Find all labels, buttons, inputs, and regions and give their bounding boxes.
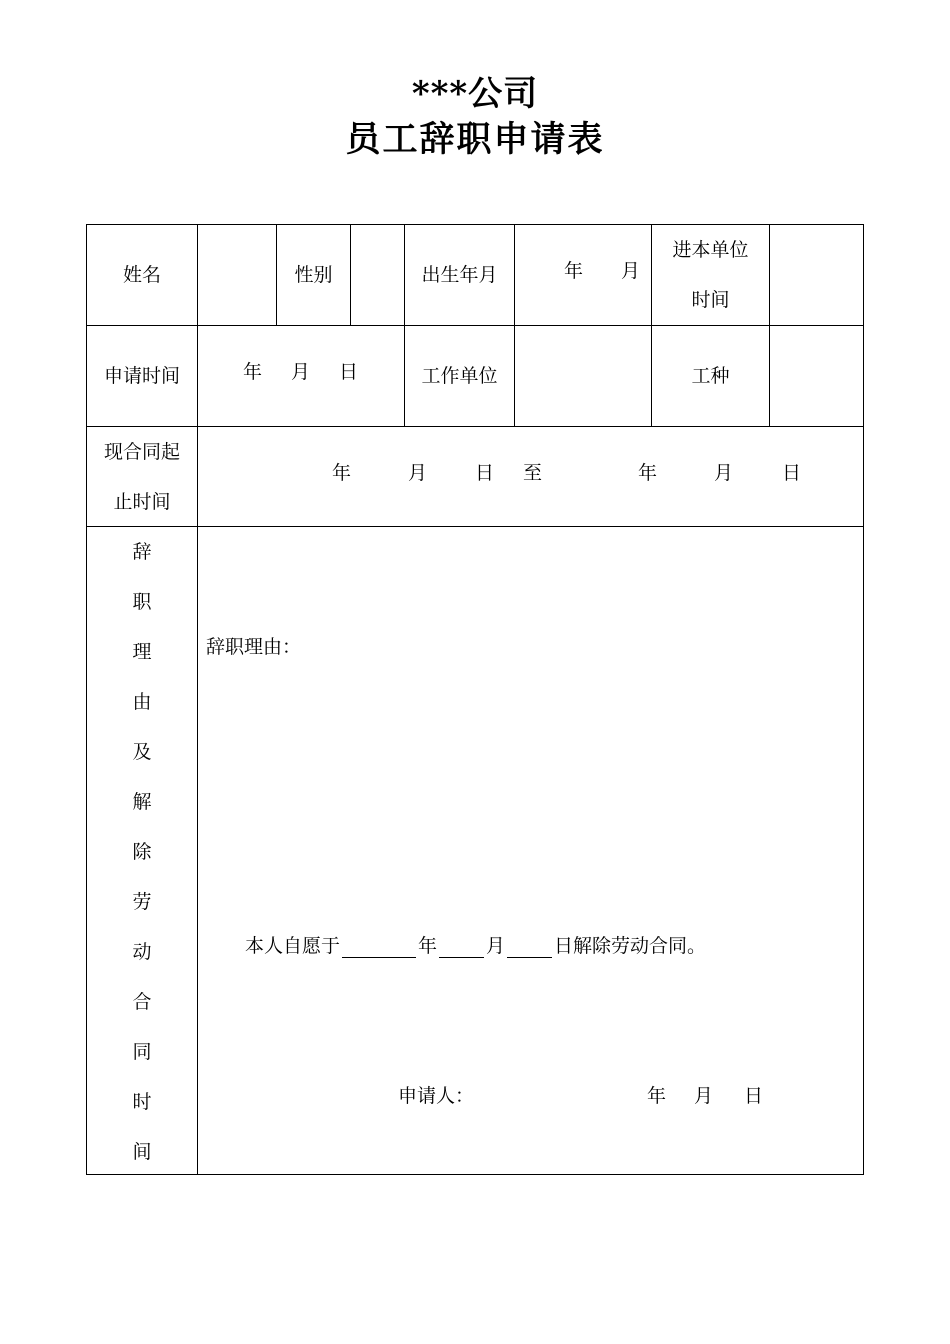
side-label-char: 动 [132,941,152,963]
contract-end-month-unit: 月 [714,462,734,484]
join-date-field[interactable] [770,225,863,325]
side-label-char: 及 [132,741,152,763]
apply-day-unit: 日 [339,361,359,383]
contract-period-label [87,427,197,526]
contract-start-month-unit: 月 [408,462,428,484]
sign-year-unit: 年 [647,1085,667,1107]
join-date-label-line2: 时间 [691,289,730,311]
birth-label: 出生年月 [421,264,498,286]
birth-field[interactable] [515,225,651,325]
gender-field[interactable] [351,225,404,325]
sign-month-unit: 月 [694,1085,714,1107]
resignation-form-table [86,224,864,1175]
resignation-statement [245,934,706,958]
job-type-label: 工种 [691,365,730,387]
side-label-char: 劳 [132,891,152,913]
contract-period-field[interactable] [198,427,863,526]
contract-start-year-unit: 年 [332,462,352,484]
contract-to-label: 至 [523,462,543,484]
form-title: 员工辞职申请表 [345,119,605,160]
side-label-char: 除 [132,841,152,863]
apply-time-field[interactable] [198,326,404,426]
reason-label: 辞职理由： [206,636,302,658]
contract-end-day-unit: 日 [782,462,802,484]
statement-month-blank[interactable] [439,935,484,958]
side-label-char: 理 [132,641,152,663]
sign-day-unit: 日 [744,1085,764,1107]
name-label: 姓名 [122,264,161,286]
side-label-char: 合 [132,991,152,1013]
statement-prefix: 本人自愿于 [245,935,341,957]
statement-suffix: 日解除劳动合同。 [554,935,707,957]
resignation-section-label [87,527,197,1177]
contract-start-day-unit: 日 [475,462,495,484]
contract-period-label-line1: 现合同起 [103,440,180,463]
resignation-content-area[interactable] [198,527,863,1174]
side-label-char: 时 [132,1091,152,1113]
side-label-char: 辞 [132,541,152,563]
side-label-char: 职 [132,591,152,613]
join-date-label [652,225,769,325]
apply-month-unit: 月 [291,361,311,383]
gender-label: 性别 [294,264,333,286]
apply-year-unit: 年 [243,361,263,383]
job-type-field[interactable] [770,326,863,426]
birth-year-unit: 年 [564,260,584,282]
name-field[interactable] [198,225,276,325]
join-date-label-line1: 进本单位 [672,239,749,261]
work-unit-field[interactable] [515,326,651,426]
statement-month-unit: 月 [486,935,506,957]
statement-year-blank[interactable] [342,935,416,958]
birth-month-unit: 月 [621,260,641,282]
applicant-label: 申请人： [398,1085,475,1107]
statement-day-blank[interactable] [507,935,552,958]
statement-year-unit: 年 [418,935,438,957]
contract-end-year-unit: 年 [638,462,658,484]
side-label-char: 同 [132,1041,152,1063]
side-label-char: 间 [132,1141,152,1163]
apply-time-label: 申请时间 [103,365,180,387]
contract-period-label-line2: 止时间 [113,490,171,513]
company-name: ***公司 [411,74,539,114]
work-unit-label: 工作单位 [421,365,498,387]
side-label-char: 解 [132,791,152,813]
side-label-char: 由 [132,691,152,713]
